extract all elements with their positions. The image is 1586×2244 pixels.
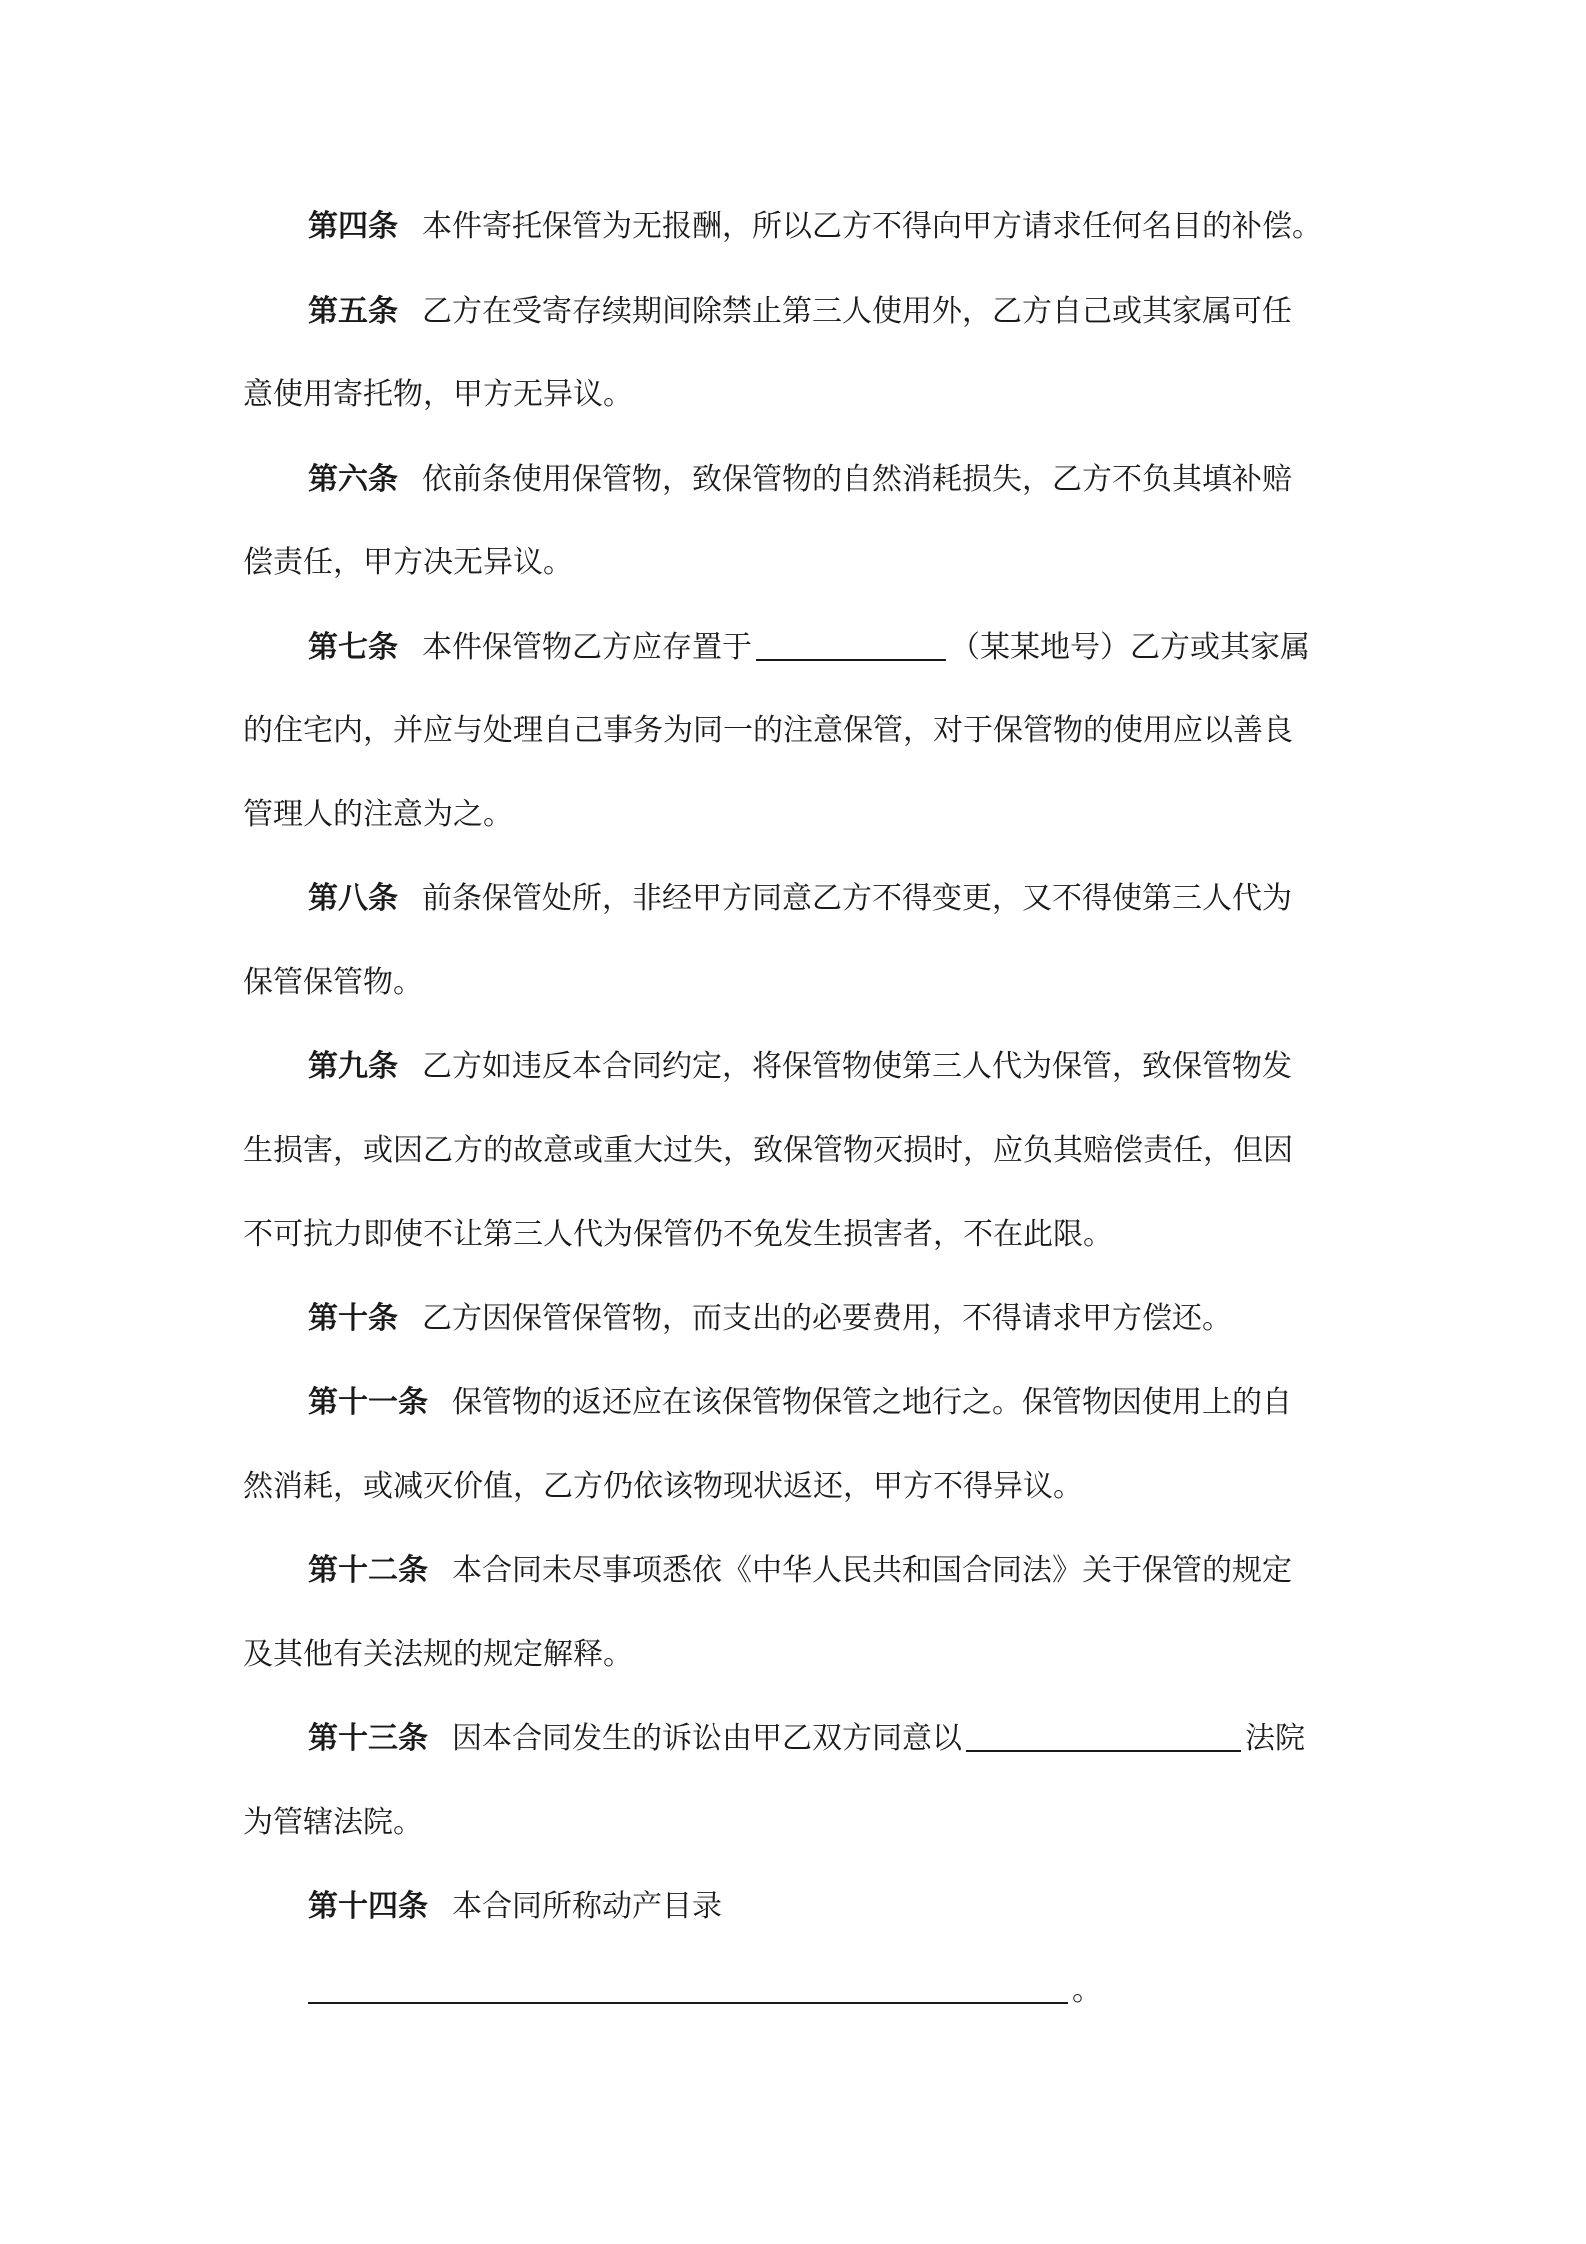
article-number: 第十二条 bbox=[308, 1553, 428, 1588]
article-number: 第四条 bbox=[308, 209, 398, 244]
article-9-cont bbox=[0, 1131, 1586, 1171]
article-14 bbox=[0, 1887, 1586, 1927]
property-list-blank[interactable] bbox=[308, 1972, 1068, 2004]
article-text: 偿责任，甲方决无异议。 bbox=[243, 545, 573, 580]
article-13-cont bbox=[0, 1803, 1586, 1843]
article-13 bbox=[0, 1719, 1586, 1759]
article-12 bbox=[0, 1551, 1586, 1591]
article-11 bbox=[0, 1383, 1586, 1423]
article-number: 第十四条 bbox=[308, 1889, 428, 1924]
article-8-cont bbox=[0, 963, 1586, 1003]
article-text: 乙方如违反本合同约定，将保管物使第三人代为保管，致保管物发 bbox=[422, 1049, 1292, 1084]
article-5-cont bbox=[0, 375, 1586, 415]
location-blank[interactable] bbox=[756, 629, 946, 661]
article-6-cont bbox=[0, 543, 1586, 583]
article-text: 依前条使用保管物，致保管物的自然消耗损失，乙方不负其填补赔 bbox=[422, 462, 1292, 497]
article-8 bbox=[0, 879, 1586, 919]
article-number: 第七条 bbox=[308, 630, 398, 665]
article-7 bbox=[0, 628, 1586, 668]
article-10 bbox=[0, 1299, 1586, 1339]
article-text: 本件寄托保管为无报酬，所以乙方不得向甲方请求任何名目的补偿。 bbox=[422, 209, 1322, 244]
article-text: 保管物的返还应在该保管物保管之地行之。保管物因使用上的自 bbox=[452, 1385, 1292, 1420]
article-5 bbox=[0, 292, 1586, 332]
article-number: 第八条 bbox=[308, 881, 398, 916]
article-9 bbox=[0, 1047, 1586, 1087]
article-text: 乙方因保管保管物，而支出的必要费用，不得请求甲方偿还。 bbox=[422, 1301, 1232, 1336]
article-text: 不可抗力即使不让第三人代为保管仍不免发生损害者，不在此限。 bbox=[243, 1217, 1113, 1252]
article-number: 第十条 bbox=[308, 1301, 398, 1336]
court-blank[interactable] bbox=[966, 1720, 1241, 1752]
article-text: 的住宅内，并应与处理自己事务为同一的注意保管，对于保管物的使用应以善良 bbox=[243, 713, 1293, 748]
article-text: 管理人的注意为之。 bbox=[243, 797, 513, 832]
article-text: 及其他有关法规的规定解释。 bbox=[243, 1637, 633, 1672]
article-number: 第五条 bbox=[308, 294, 398, 329]
article-text: 本合同所称动产目录 bbox=[452, 1889, 722, 1924]
article-4 bbox=[0, 207, 1586, 247]
article-text: 乙方在受寄存续期间除禁止第三人使用外，乙方自己或其家属可任 bbox=[422, 294, 1292, 329]
article-text: （某某地号）乙方或其家属 bbox=[950, 630, 1310, 665]
trailing-period: 。 bbox=[1072, 1973, 1102, 2008]
article-14-list bbox=[0, 1971, 1586, 2011]
article-text: 前条保管处所，非经甲方同意乙方不得变更，又不得使第三人代为 bbox=[422, 881, 1292, 916]
article-number: 第十三条 bbox=[308, 1721, 428, 1756]
article-6 bbox=[0, 460, 1586, 500]
article-number: 第十一条 bbox=[308, 1385, 428, 1420]
article-text: 法院 bbox=[1245, 1721, 1305, 1756]
article-text: 本件保管物乙方应存置于 bbox=[422, 630, 752, 665]
article-7-cont bbox=[0, 711, 1586, 751]
article-text: 保管保管物。 bbox=[243, 965, 423, 1000]
article-text: 然消耗，或减灭价值，乙方仍依该物现状返还，甲方不得异议。 bbox=[243, 1469, 1083, 1504]
article-number: 第六条 bbox=[308, 462, 398, 497]
article-text: 因本合同发生的诉讼由甲乙双方同意以 bbox=[452, 1721, 962, 1756]
article-9-cont bbox=[0, 1215, 1586, 1255]
article-text: 为管辖法院。 bbox=[243, 1805, 423, 1840]
article-text: 生损害，或因乙方的故意或重大过失，致保管物灭损时，应负其赔偿责任，但因 bbox=[243, 1133, 1293, 1168]
article-text: 本合同未尽事项悉依《中华人民共和国合同法》关于保管的规定 bbox=[452, 1553, 1292, 1588]
article-7-cont bbox=[0, 795, 1586, 835]
article-12-cont bbox=[0, 1635, 1586, 1675]
article-number: 第九条 bbox=[308, 1049, 398, 1084]
article-text: 意使用寄托物，甲方无异议。 bbox=[243, 377, 633, 412]
article-11-cont bbox=[0, 1467, 1586, 1507]
